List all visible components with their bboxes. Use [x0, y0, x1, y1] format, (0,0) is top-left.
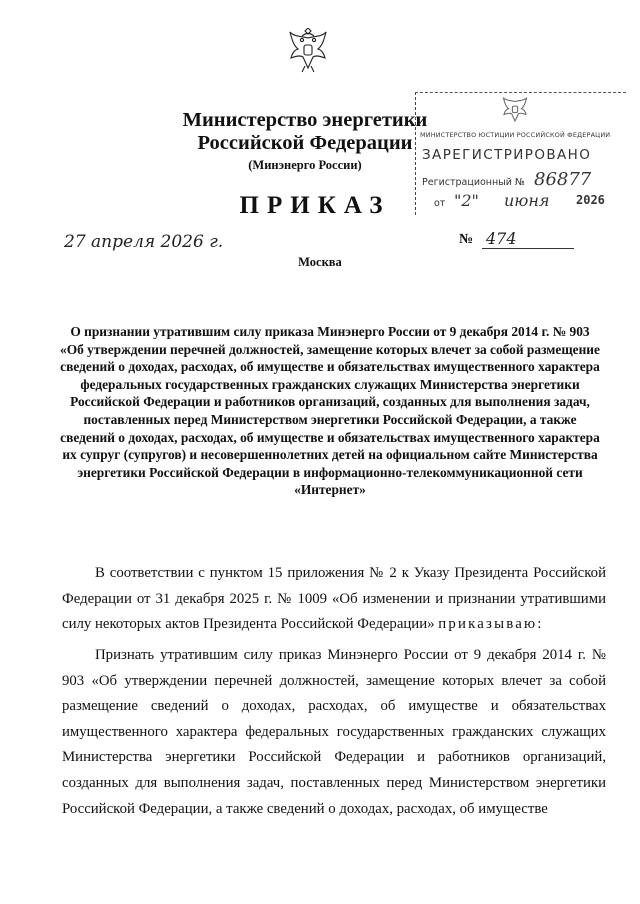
stamp-registered-label: ЗАРЕГИСТРИРОВАНО — [422, 147, 592, 163]
stamp-reg-number-label: Регистрационный № — [422, 177, 525, 188]
city: Москва — [298, 255, 342, 269]
preamble-text: В соответствии с пунктом 15 приложения № 2 к Указу Президента Российской Федерации от 31 декабря 2025 г. № 1009 «Об изменении и признании утратившими силу некоторых актов Президента Российской Федерации» — [62, 565, 606, 633]
stamp-month: июня — [504, 191, 550, 210]
ministry-name-line2: Российской Федерации — [197, 132, 413, 154]
document-type-heading: ПРИКАЗ — [239, 192, 391, 219]
order-title: О признании утратившим силу приказа Минэнерго России от 9 декабря 2014 г. № 903 «Об утверждении перечней должностей, замещение которых влечет за собой размещение сведений о доходах, расходах, об имуществе и обязательствах имущественного характера федеральных государственных гражданских служащих Министерства энергетики Российской Федерации и работников организаций, созданных для выполнения задач, поставленных перед Министерством энергетики Российской Федерации, а также сведений о доходах, расходах, об имуществе и обязательствах имущественного характера их супруг (супругов) и несовершеннолетних детей на официальном сайте Министерства энергетики Российской Федерации в информационно-телекоммуникационной сети «Интернет» — [60, 324, 600, 498]
stamp-day: "2" — [454, 191, 479, 210]
operative-paragraph: Признать утратившим силу приказ Минэнерго России от 9 декабря 2014 г. № 903 «Об утверждении перечней должностей, замещение которых влечет за собой размещение сведений о доходах, расходах, об имуществе и обязательствах имущественного характера федеральных государственных гражданских служащих Министерства энергетики Российской Федерации и работников организаций, созданных для выполнения задач, поставленных перед Министерством энергетики Российской Федерации, а также сведений о доходах, расходах, об имуществе — [62, 647, 606, 817]
stamp-emblem-icon — [502, 95, 528, 125]
order-number: 474 — [482, 229, 574, 249]
stamp-from-label: от — [434, 198, 446, 209]
stamp-year: 2026 — [576, 193, 605, 207]
order-date: 27 апреля 2026 г. — [64, 232, 224, 252]
stamp-organization: МИНИСТЕРСТВО ЮСТИЦИИ РОССИЙСКОЙ ФЕДЕРАЦИИ — [420, 131, 611, 139]
ministry-short-name: (Минэнерго России) — [248, 158, 362, 172]
order-number-label: № — [459, 232, 474, 247]
order-verb: приказываю: — [438, 616, 544, 633]
coat-of-arms-emblem — [288, 28, 328, 74]
ministry-name-line1: Министерство энергетики — [182, 109, 428, 131]
stamp-reg-number: 86877 — [534, 169, 592, 190]
preamble-paragraph — [62, 561, 606, 638]
